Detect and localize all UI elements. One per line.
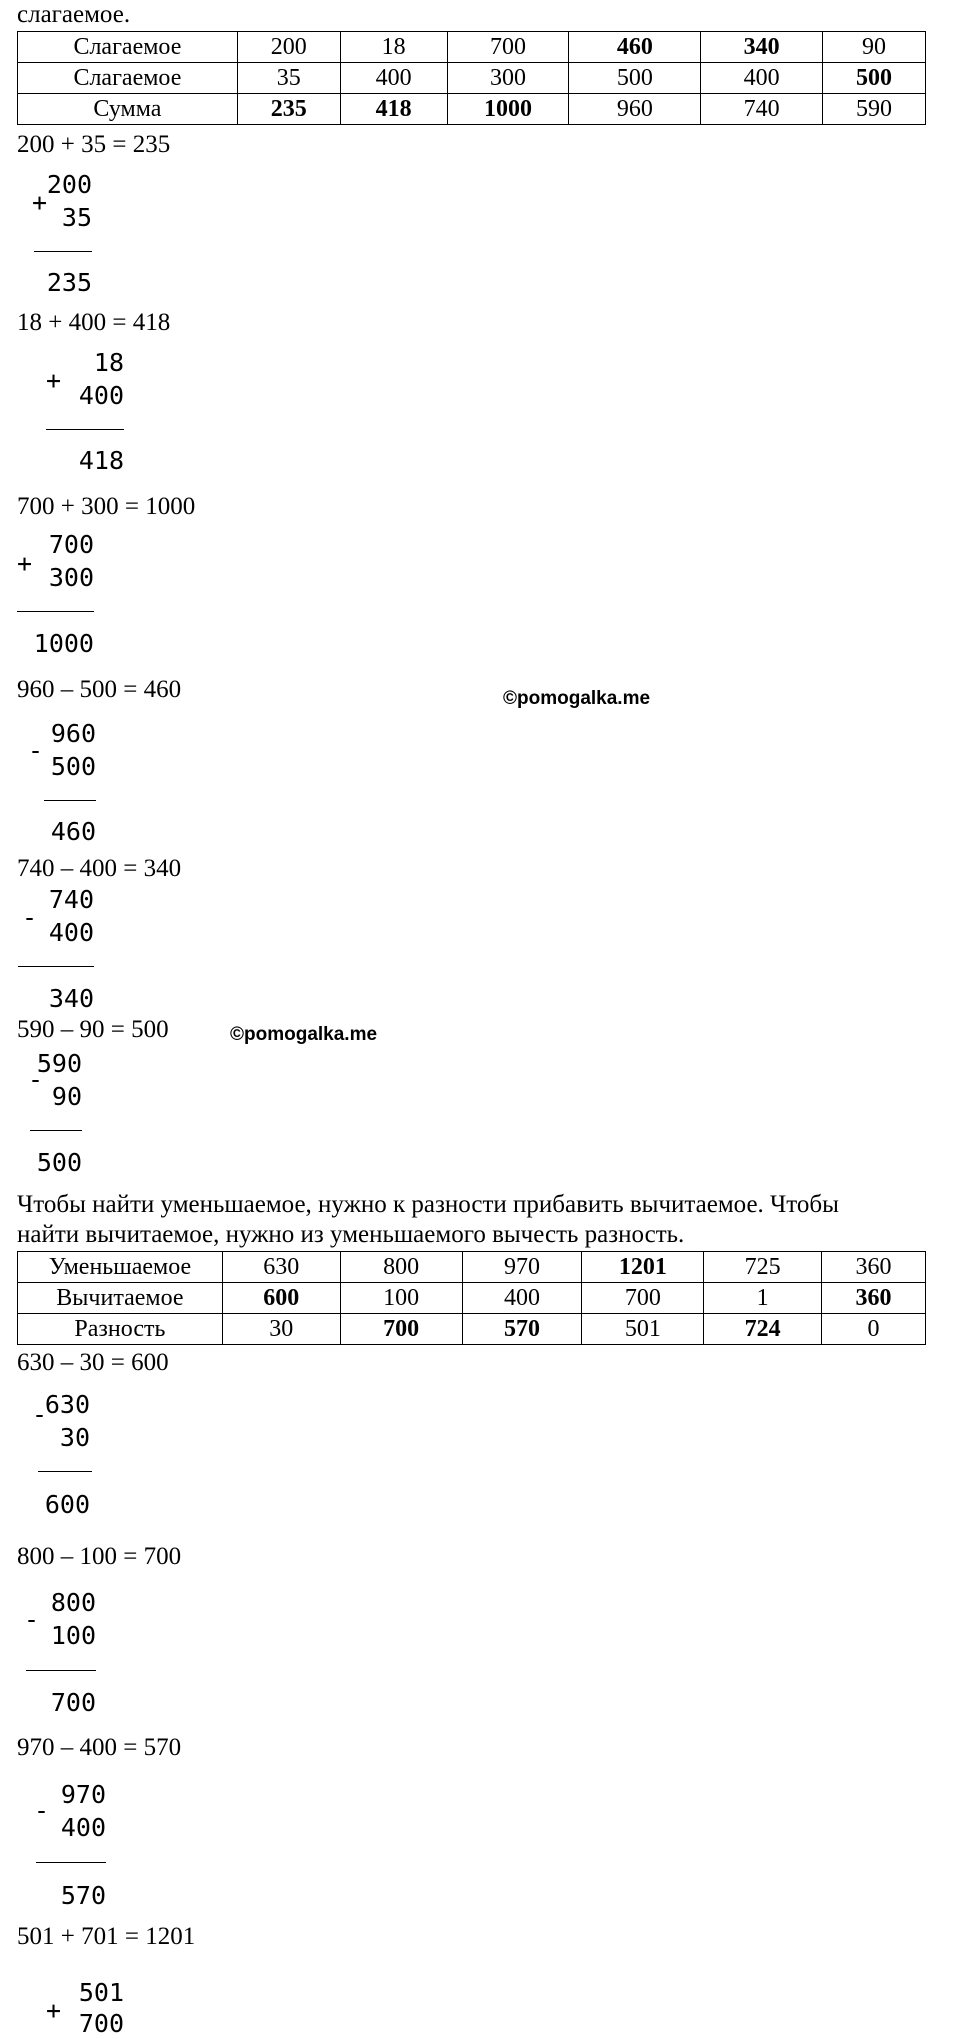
addends-table <box>17 31 926 125</box>
table-row <box>18 63 926 94</box>
equation: 200 + 35 = 235 <box>17 131 171 158</box>
column-top-number: 700 <box>48 530 94 559</box>
result-line <box>36 1862 106 1863</box>
column-result: 235 <box>46 268 92 297</box>
table-cell: 235 <box>237 94 340 125</box>
table-cell: 570 <box>462 1314 582 1345</box>
table-cell: 700 <box>582 1283 704 1314</box>
column-result: 460 <box>50 817 96 846</box>
column-top-number: 960 <box>50 719 96 748</box>
table-cell: 500 <box>823 63 926 94</box>
column-bottom-number: 700 <box>78 2009 124 2038</box>
table-cell: 400 <box>701 63 823 94</box>
minus-sign: - <box>32 1400 48 1429</box>
table-cell: 970 <box>462 1252 582 1283</box>
minus-sign: - <box>24 1605 40 1634</box>
table-cell: 460 <box>569 32 701 63</box>
row-label: Слагаемое <box>18 32 238 63</box>
table-cell: 340 <box>701 32 823 63</box>
result-line <box>26 1670 96 1671</box>
table-cell: 18 <box>340 32 447 63</box>
column-bottom-number: 400 <box>60 1813 106 1842</box>
plus-sign: + <box>17 549 33 578</box>
plus-sign: + <box>46 366 62 395</box>
result-line <box>38 1471 92 1472</box>
table-cell: 960 <box>569 94 701 125</box>
column-bottom-number: 35 <box>61 203 92 232</box>
result-line <box>44 800 96 801</box>
column-top-number: 200 <box>46 170 92 199</box>
table-cell: 724 <box>704 1314 822 1345</box>
column-bottom-number: 500 <box>50 752 96 781</box>
table-cell: 725 <box>704 1252 822 1283</box>
table-cell: 1000 <box>447 94 569 125</box>
result-line <box>17 611 94 612</box>
result-line <box>30 1130 82 1131</box>
equation: 800 – 100 = 700 <box>17 1543 182 1570</box>
table-row <box>18 32 926 63</box>
table-cell: 360 <box>822 1283 926 1314</box>
table-cell: 35 <box>237 63 340 94</box>
minus-sign: - <box>28 1065 44 1094</box>
watermark: ©pomogalka.me <box>230 1024 378 1045</box>
column-top-number: 800 <box>50 1588 96 1617</box>
column-top-number: 590 <box>36 1049 82 1078</box>
table-cell: 590 <box>823 94 926 125</box>
row-label: Слагаемое <box>18 63 238 94</box>
table-cell: 300 <box>447 63 569 94</box>
table-cell: 501 <box>582 1314 704 1345</box>
column-top-number: 970 <box>60 1780 106 1809</box>
table-cell: 800 <box>340 1252 462 1283</box>
table-cell: 0 <box>822 1314 926 1345</box>
table-cell: 1201 <box>582 1252 704 1283</box>
column-result: 570 <box>60 1881 106 1910</box>
column-result: 500 <box>36 1148 82 1177</box>
intro-fragment: слагаемое. <box>17 1 131 28</box>
column-bottom-number: 400 <box>78 381 124 410</box>
table-cell: 360 <box>822 1252 926 1283</box>
rule-text-line-2: найти вычитаемое, нужно из уменьшаемого вычесть разность. <box>17 1221 685 1248</box>
result-line <box>34 251 92 252</box>
table-row <box>18 1283 926 1314</box>
table-cell: 630 <box>222 1252 340 1283</box>
column-result: 340 <box>48 984 94 1013</box>
equation: 740 – 400 = 340 <box>17 855 182 882</box>
row-label: Уменьшаемое <box>18 1252 223 1283</box>
table-cell: 600 <box>222 1283 340 1314</box>
column-bottom-number: 400 <box>48 918 94 947</box>
table-cell: 200 <box>237 32 340 63</box>
column-top-number: 18 <box>93 348 124 377</box>
table-row <box>18 1314 926 1345</box>
plus-sign: + <box>32 188 48 217</box>
minus-sign: - <box>22 903 38 932</box>
table-cell: 418 <box>340 94 447 125</box>
minus-sign: - <box>34 1796 50 1825</box>
equation: 700 + 300 = 1000 <box>17 493 196 520</box>
table-cell: 1 <box>704 1283 822 1314</box>
table-cell: 700 <box>447 32 569 63</box>
table-cell: 90 <box>823 32 926 63</box>
column-result: 700 <box>50 1688 96 1717</box>
equation: 970 – 400 = 570 <box>17 1734 182 1761</box>
row-label: Вычитаемое <box>18 1283 223 1314</box>
table-cell: 100 <box>340 1283 462 1314</box>
column-bottom-number: 100 <box>50 1621 96 1650</box>
equation: 590 – 90 = 500 <box>17 1016 169 1043</box>
equation: 501 + 701 = 1201 <box>17 1923 196 1950</box>
row-label: Сумма <box>18 94 238 125</box>
table-row <box>18 1252 926 1283</box>
column-result: 418 <box>78 446 124 475</box>
column-bottom-number: 300 <box>48 563 94 592</box>
plus-sign: + <box>46 1996 62 2025</box>
equation: 630 – 30 = 600 <box>17 1349 169 1376</box>
table-cell: 400 <box>462 1283 582 1314</box>
equation: 18 + 400 = 418 <box>17 309 171 336</box>
column-top-number: 630 <box>44 1390 90 1419</box>
column-bottom-number: 90 <box>51 1082 82 1111</box>
rule-text-line-1: Чтобы найти уменьшаемое, нужно к разности прибавить вычитаемое. Чтобы <box>17 1191 839 1218</box>
column-result: 600 <box>44 1490 90 1519</box>
subtraction-table <box>17 1251 926 1345</box>
minus-sign: - <box>28 736 44 765</box>
watermark: ©pomogalka.me <box>503 688 651 709</box>
row-label: Разность <box>18 1314 223 1345</box>
column-result: 1000 <box>33 629 94 658</box>
table-cell: 500 <box>569 63 701 94</box>
table-cell: 700 <box>340 1314 462 1345</box>
column-bottom-number: 30 <box>59 1423 90 1452</box>
table-cell: 400 <box>340 63 447 94</box>
column-top-number: 501 <box>78 1978 124 2007</box>
table-row <box>18 94 926 125</box>
table-cell: 30 <box>222 1314 340 1345</box>
column-top-number: 740 <box>48 885 94 914</box>
result-line <box>46 429 124 430</box>
result-line <box>18 966 94 967</box>
table-cell: 740 <box>701 94 823 125</box>
equation: 960 – 500 = 460 <box>17 676 182 703</box>
